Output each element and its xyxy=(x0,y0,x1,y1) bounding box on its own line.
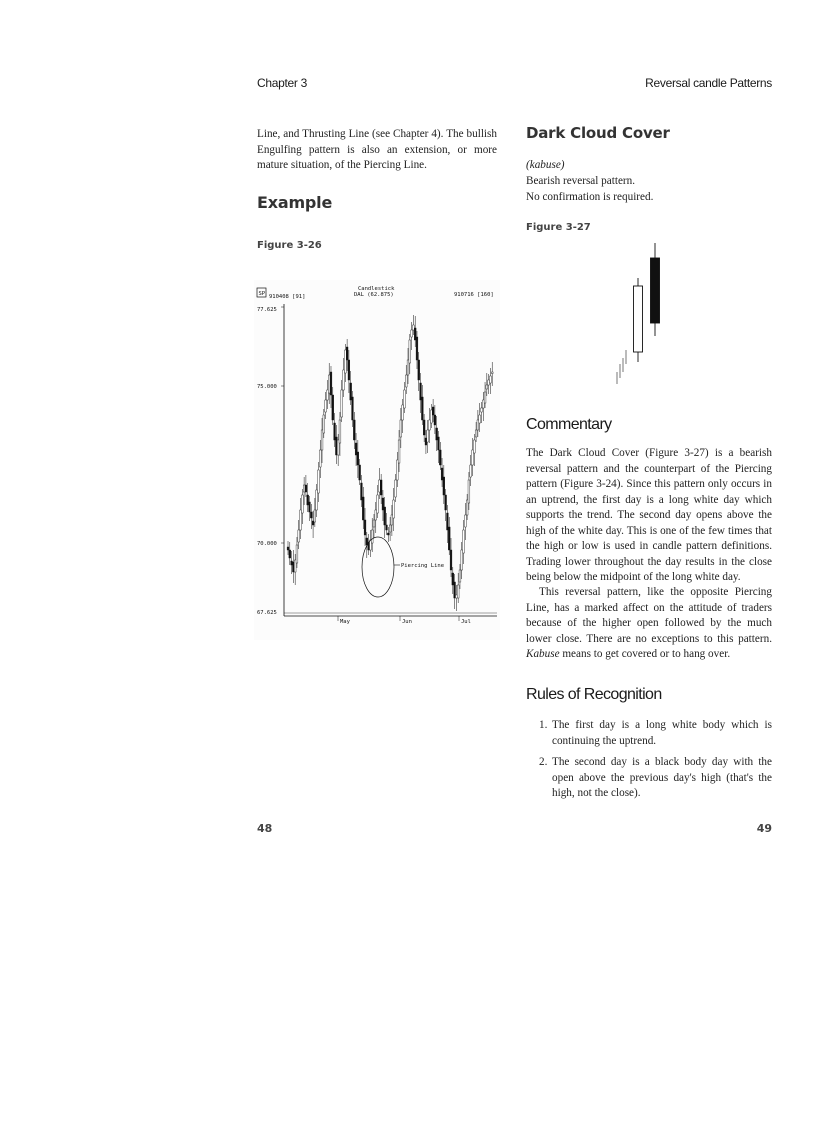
candle-body xyxy=(292,562,294,572)
figure-3-27-diagram xyxy=(600,238,680,398)
candle-body xyxy=(380,480,382,495)
candle-body xyxy=(344,350,346,373)
chart-header-center-1: Candlestick xyxy=(358,286,395,292)
rules-list xyxy=(526,718,772,808)
candle-body xyxy=(395,480,397,497)
candle-body xyxy=(439,450,441,465)
running-header-title: Reversal candle Patterns xyxy=(645,76,772,90)
figure-3-26-chart xyxy=(254,280,500,640)
candle-body xyxy=(447,513,449,530)
black-candle-body xyxy=(651,258,660,323)
candle-body xyxy=(296,545,298,563)
japanese-name: (kabuse) xyxy=(526,159,565,171)
candle-body xyxy=(438,437,440,450)
candle-body xyxy=(468,480,470,503)
candle-body xyxy=(312,521,314,525)
candle-body xyxy=(443,477,445,495)
candle-body xyxy=(357,452,359,465)
candle-body xyxy=(382,498,384,510)
candle-body xyxy=(339,420,341,443)
candle-body xyxy=(475,430,477,437)
candle-body xyxy=(346,347,348,360)
candle-body xyxy=(294,560,296,572)
rule-item-1: 1. The first day is a long white body which is continuing the uptrend. xyxy=(539,719,772,747)
candle-body xyxy=(450,550,452,570)
y-tick-75000: 75.000 xyxy=(257,384,277,390)
subtitle-confirmation: No confirmation is required. xyxy=(526,191,654,203)
candle-body xyxy=(343,370,345,390)
candle-body xyxy=(470,465,472,477)
candle-body xyxy=(430,410,432,423)
candle-body xyxy=(321,430,323,450)
candle-body xyxy=(425,438,427,445)
candle-body xyxy=(298,530,300,542)
candle-body xyxy=(300,510,302,530)
candle-body xyxy=(373,520,375,527)
candle-body xyxy=(472,450,474,465)
candle-body xyxy=(393,500,395,518)
candle-body xyxy=(459,570,461,582)
commentary-paragraph-2: This reversal pattern, like the opposite Piercing Line, has a marked affect on the attitude of traders because of the higher open followed by the much lower close. There are no exceptions to this pattern. Kabuse means to get covered or to hang over. xyxy=(526,586,772,660)
candle-body xyxy=(434,415,436,425)
candle-body xyxy=(364,520,366,535)
candle-body xyxy=(362,497,364,520)
candle-body xyxy=(352,397,354,420)
rule-item-2: 2. The second day is a black body day with the open above the previous day's high (that's the high, not the close). xyxy=(539,756,772,799)
page-number-left: 48 xyxy=(257,822,273,835)
example-heading: Example xyxy=(257,193,333,212)
candle-body xyxy=(384,507,386,525)
candle-body xyxy=(441,468,443,480)
dark-cloud-cover-title: Dark Cloud Cover xyxy=(526,124,670,142)
candle-body xyxy=(318,470,320,493)
candle-body xyxy=(310,512,312,518)
candle-body xyxy=(378,480,380,492)
candle-body xyxy=(484,392,486,403)
candle-body xyxy=(488,380,490,385)
candle-body xyxy=(423,420,425,435)
y-tick-70000: 70.000 xyxy=(257,541,277,547)
candle-body xyxy=(491,372,493,374)
candle-body xyxy=(466,500,468,515)
candle-body xyxy=(301,495,303,513)
commentary-paragraph-1: The Dark Cloud Cover (Figure 3-27) is a bearish reversal pattern and the counterpart of the Piercing pattern (Figure 3-24). Since this pattern only occurs in an uptrend, the first day is a long white day which supports the trend. The second day opens above the high of the white day. This is one of the few times that the high or low is used in candle pattern definitions. Trading lower throughout the day results in the close being below the midpoint of the long white day. xyxy=(526,447,772,583)
candle-body xyxy=(400,420,402,437)
figure-3-27-label: Figure 3-27 xyxy=(526,222,591,233)
candle-body xyxy=(341,390,343,417)
y-tick-67625: 67.625 xyxy=(257,610,277,616)
candle-body xyxy=(305,485,307,492)
candle-body xyxy=(387,533,389,535)
candle-body xyxy=(461,550,463,570)
candle-body xyxy=(316,490,318,510)
candle-body xyxy=(411,330,413,337)
candle-body xyxy=(361,483,363,500)
candle-body xyxy=(330,372,332,395)
candle-body xyxy=(418,360,420,380)
rules-heading: Rules of Recognition xyxy=(526,686,662,703)
candle-body xyxy=(429,420,431,430)
candle-body xyxy=(303,485,305,492)
x-tick-jul: Jul xyxy=(461,619,471,625)
candle-body xyxy=(482,400,484,408)
candle-body xyxy=(416,337,418,360)
candle-body xyxy=(398,440,400,463)
figure-3-26-label: Figure 3-26 xyxy=(257,240,322,251)
candle-body xyxy=(289,550,291,558)
candle-body xyxy=(452,573,454,585)
candle-body xyxy=(479,415,481,423)
candle-body xyxy=(323,415,325,433)
candle-body xyxy=(355,443,357,455)
candle-body xyxy=(396,460,398,480)
candle-body xyxy=(371,530,373,543)
candle-body xyxy=(325,400,327,412)
candle-body xyxy=(405,375,407,387)
candle-body xyxy=(490,376,492,383)
candle-body xyxy=(486,385,488,389)
intro-paragraph: Line, and Thrusting Line (see Chapter 4). The bullish Engulfing pattern is also an extension, or more mature situation, of the Piercing Line. xyxy=(257,128,497,171)
candle-body xyxy=(314,510,316,522)
commentary-heading: Commentary xyxy=(526,416,612,433)
candle-body xyxy=(334,423,336,440)
running-header-chapter: Chapter 3 xyxy=(257,76,307,90)
candle-body xyxy=(404,390,406,408)
candle-body xyxy=(402,405,404,420)
candle-body xyxy=(377,495,379,513)
candle-body xyxy=(427,430,429,442)
candle-body xyxy=(328,375,330,393)
candle-body xyxy=(412,325,414,330)
candle-body xyxy=(407,360,409,375)
candle-body xyxy=(359,465,361,480)
white-candle-body xyxy=(634,286,643,352)
candle-body xyxy=(291,561,293,565)
candle-body xyxy=(445,495,447,510)
chart-header-left: 910408 [91] xyxy=(269,294,306,300)
candle-body xyxy=(473,440,475,453)
candle-body xyxy=(309,502,311,512)
candle-body xyxy=(335,437,337,455)
candle-body xyxy=(464,515,466,527)
y-tick-77625: 77.625 xyxy=(257,307,277,313)
candle-body xyxy=(391,515,393,525)
candle-body xyxy=(409,340,411,363)
candle-body xyxy=(420,383,422,400)
candle-body xyxy=(457,585,459,598)
candle-body xyxy=(307,495,309,505)
candle-body xyxy=(319,450,321,467)
candle-body xyxy=(375,510,377,520)
candle-body xyxy=(327,390,329,400)
x-tick-jun: Jun xyxy=(402,619,412,625)
candle-body xyxy=(337,440,339,455)
page-number-right: 49 xyxy=(756,822,772,835)
candle-body xyxy=(421,397,423,420)
x-tick-may: May xyxy=(340,619,350,625)
candle-body xyxy=(353,420,355,440)
candle-body xyxy=(477,420,479,430)
subtitle-bearish: Bearish reversal pattern. xyxy=(526,175,636,187)
candle-body xyxy=(454,582,456,598)
candle-body xyxy=(432,407,434,415)
candle-body xyxy=(386,525,388,530)
candle-body xyxy=(436,428,438,440)
chart-header-right: 910716 [160] xyxy=(454,292,494,298)
candle-body xyxy=(448,527,450,550)
candle-body xyxy=(287,547,289,550)
piercing-line-annotation: Piercing Line xyxy=(401,563,445,569)
candle-body xyxy=(350,383,352,400)
candle-body xyxy=(463,530,465,553)
chart-header-center-2: DAL (62.875) xyxy=(354,292,394,298)
symbol-box-label: SP xyxy=(258,291,266,297)
candle-body xyxy=(414,328,416,340)
candle-body xyxy=(481,408,483,412)
candle-body xyxy=(389,525,391,532)
candle-body xyxy=(455,595,457,598)
candle-body xyxy=(332,395,334,420)
candle-body xyxy=(348,360,350,380)
